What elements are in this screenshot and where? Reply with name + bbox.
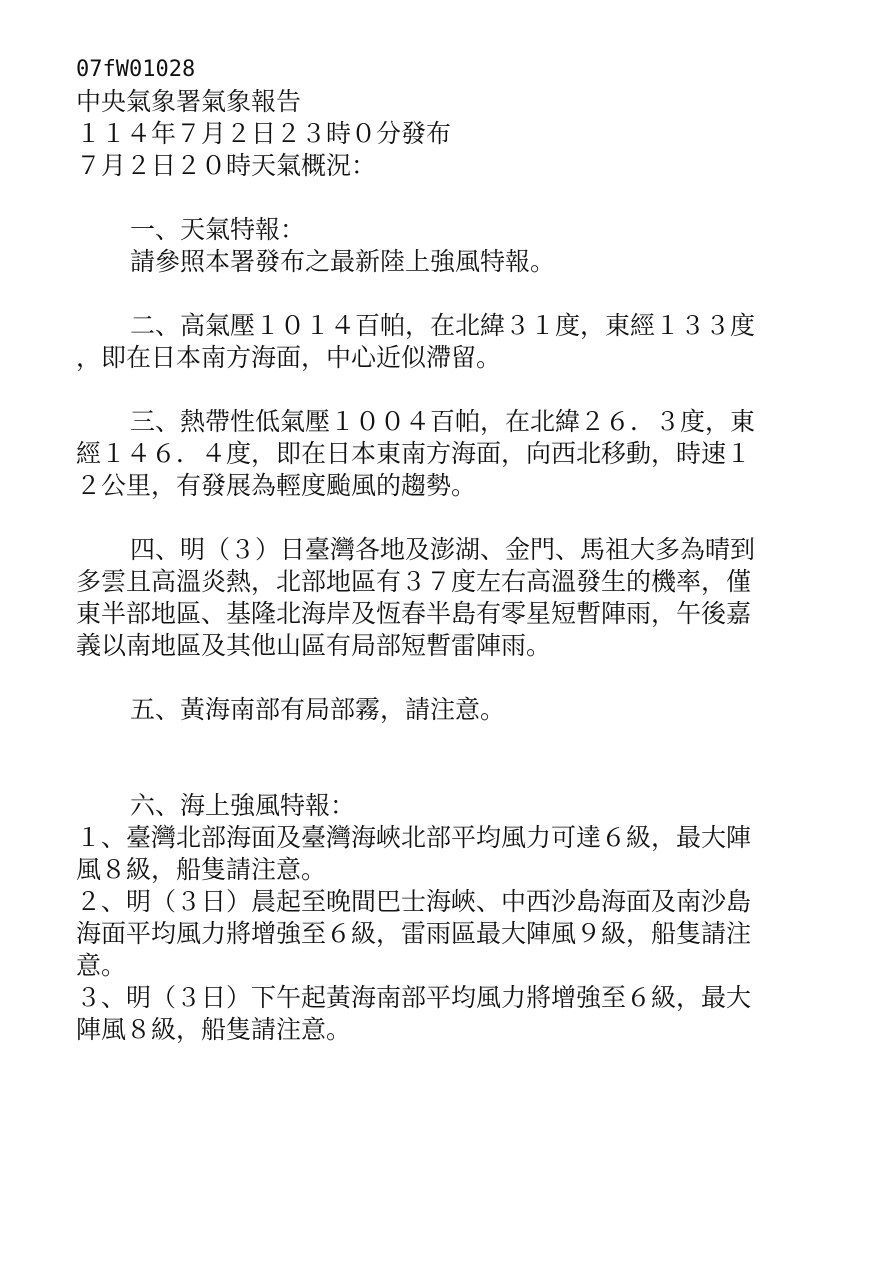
section-5-line-1: 五、黃海南部有局部霧，請注意。	[130, 695, 506, 724]
marine-line: 海面平均風力將增強至６級，雷雨區最大陣風９級，船隻請注	[76, 919, 752, 948]
section-2-line-1: 二、高氣壓１０１４百帕，在北緯３１度，東經１３３度	[130, 311, 756, 340]
marine-line: 陣風８級，船隻請注意。	[76, 1015, 352, 1044]
section-4-line-2: 多雲且高溫炎熱，北部地區有３７度左右高溫發生的機率，僅	[76, 567, 752, 596]
section-4-line-4: 義以南地區及其他山區有局部短暫雷陣雨。	[76, 631, 552, 660]
section-1-text: 請參照本署發布之最新陸上強風特報。	[130, 247, 556, 276]
spacer	[76, 662, 808, 694]
spacer	[76, 726, 808, 790]
spacer	[76, 502, 808, 534]
spacer	[76, 182, 808, 214]
weather-report	[76, 54, 808, 1046]
marine-warning-heading: 六、海上強風特報：	[130, 791, 356, 820]
marine-line: 意。	[76, 951, 127, 980]
section-4-line-3: 東半部地區、基隆北海岸及恆春半島有零星短暫陣雨，午後嘉	[76, 599, 752, 628]
issue-time: １１４年７月２日２３時０分發布	[76, 119, 452, 148]
section-3-line-1: 三、熱帶性低氣壓１００４百帕，在北緯２６．３度，東	[130, 407, 756, 436]
spacer	[76, 374, 808, 406]
overview-heading: ７月２日２０時天氣概況：	[76, 151, 377, 180]
section-4-line-1: 四、明（３）日臺灣各地及澎湖、金門、馬祖大多為晴到	[130, 535, 756, 564]
spacer	[76, 278, 808, 310]
marine-line: 風８級，船隻請注意。	[76, 855, 327, 884]
section-2-line-2: ，即在日本南方海面，中心近似滯留。	[76, 343, 502, 372]
report-code: 07fW01028	[76, 57, 196, 82]
marine-line: ３、明（３日）下午起黃海南部平均風力將增強至６級，最大	[76, 983, 752, 1012]
section-3-line-3: ２公里，有發展為輕度颱風的趨勢。	[76, 471, 477, 500]
agency-title: 中央氣象署氣象報告	[76, 87, 302, 116]
marine-line: １、臺灣北部海面及臺灣海峽北部平均風力可達６級，最大陣	[76, 823, 752, 852]
section-1-heading: 一、天氣特報：	[130, 215, 306, 244]
section-3-line-2: 經１４６．４度，即在日本東南方海面，向西北移動，時速１	[76, 439, 752, 468]
marine-line: ２、明（３日）晨起至晚間巴士海峽、中西沙島海面及南沙島	[76, 887, 752, 916]
